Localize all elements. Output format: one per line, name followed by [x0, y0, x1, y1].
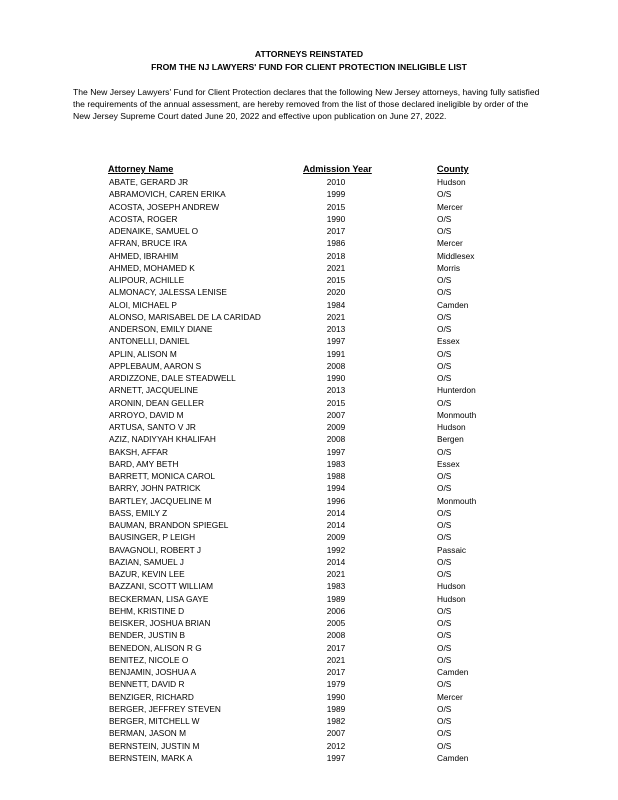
attorney-name-cell: ALONSO, MARISABEL DE LA CARIDAD [109, 311, 261, 322]
county-cell: O/S [437, 716, 452, 726]
admission-year-cell: 1989 [326, 703, 346, 714]
table-row [0, 421, 618, 433]
attorney-list [0, 176, 618, 764]
table-row [0, 470, 618, 482]
county-cell: Mercer [437, 238, 463, 249]
table-row [0, 323, 618, 335]
attorney-name-cell: AFRAN, BRUCE IRA [109, 238, 187, 249]
county-cell: O/S [437, 520, 452, 530]
table-row [0, 703, 618, 715]
admission-year-cell: 2013 [326, 324, 346, 334]
admission-year-cell: 2010 [326, 177, 346, 187]
attorney-name-cell: BERGER, JEFFREY STEVEN [109, 703, 221, 714]
admission-year-cell: 2006 [326, 605, 346, 616]
county-cell: O/S [437, 618, 452, 628]
county-cell: O/S [437, 679, 452, 690]
county-cell: Essex [437, 458, 460, 469]
table-row [0, 580, 618, 592]
attorney-name-cell: AZIZ, NADIYYAH KHALIFAH [109, 434, 216, 445]
admission-year-cell: 1997 [326, 752, 346, 763]
county-cell: O/S [437, 740, 452, 751]
table-row [0, 531, 618, 543]
attorney-name-cell: ALIPOUR, ACHILLE [109, 275, 185, 285]
county-cell: Bergen [437, 434, 464, 445]
attorney-name-cell: ARROYO, DAVID M [109, 409, 184, 420]
admission-year-cell: 1990 [326, 373, 346, 383]
county-cell: O/S [437, 642, 452, 653]
county-cell: O/S [437, 373, 452, 383]
table-row [0, 201, 618, 213]
county-cell: O/S [437, 605, 452, 616]
county-cell: O/S [437, 483, 452, 494]
table-row [0, 666, 618, 678]
county-cell: O/S [437, 532, 452, 543]
table-row [0, 372, 618, 384]
attorney-name-cell: BECKERMAN, LISA GAYE [109, 593, 209, 604]
admission-year-cell: 2020 [326, 287, 346, 298]
table-row [0, 740, 618, 752]
admission-year-cell: 2014 [326, 507, 346, 518]
county-cell: Morris [437, 262, 461, 273]
table-row [0, 593, 618, 605]
table-row [0, 250, 618, 262]
county-cell: Camden [437, 752, 469, 763]
admission-year-cell: 1996 [326, 495, 346, 506]
table-row [0, 176, 618, 188]
admission-year-cell: 2005 [326, 618, 346, 628]
table-row [0, 629, 618, 641]
document-subtitle: FROM THE NJ LAWYERS' FUND FOR CLIENT PROTECTION INELIGIBLE LIST [151, 62, 467, 72]
county-cell: O/S [437, 360, 452, 371]
county-cell: Essex [437, 336, 460, 347]
county-cell: Monmouth [437, 409, 477, 420]
attorney-name-cell: BAKSH, AFFAR [109, 446, 169, 457]
admission-year-cell: 1991 [326, 348, 346, 359]
admission-year-cell: 1997 [326, 446, 346, 457]
county-cell: O/S [437, 556, 452, 567]
attorney-name-cell: ACOSTA, JOSEPH ANDREW [109, 201, 220, 212]
county-cell: O/S [437, 348, 452, 359]
admission-year-cell: 2021 [326, 311, 346, 322]
attorney-name-cell: ARDIZZONE, DALE STEADWELL [109, 373, 236, 383]
column-header-attorney-name: Attorney Name [108, 164, 174, 174]
table-row [0, 348, 618, 360]
table-row [0, 678, 618, 690]
table-row [0, 556, 618, 568]
admission-year-cell: 2009 [326, 422, 346, 432]
table-row [0, 752, 618, 764]
county-cell: Camden [437, 667, 469, 677]
admission-year-cell: 2012 [326, 740, 346, 751]
admission-year-cell: 1999 [326, 189, 346, 200]
table-row [0, 311, 618, 323]
attorney-name-cell: BENITEZ, NICOLE O [109, 654, 189, 665]
intro-paragraph: The New Jersey Lawyers' Fund for Client Protection declares that the following New Jersey attorneys, having fully satisfied the requirements of the annual assessment, are hereby removed from the list of those declared ineligible by order of the New Jersey Supreme Court dated June 20, 2022 and effective upon publication on June 27, 2022. [73, 87, 540, 122]
attorney-name-cell: BEISKER, JOSHUA BRIAN [109, 618, 211, 628]
table-row [0, 286, 618, 298]
county-cell: O/S [437, 287, 452, 298]
admission-year-cell: 2014 [326, 556, 346, 567]
attorney-name-cell: BARTLEY, JACQUELINE M [109, 495, 212, 506]
attorney-name-cell: ACOSTA, ROGER [109, 213, 178, 224]
table-row [0, 617, 618, 629]
county-cell: O/S [437, 446, 452, 457]
attorney-name-cell: BAVAGNOLI, ROBERT J [109, 544, 202, 555]
admission-year-cell: 2015 [326, 275, 346, 285]
attorney-name-cell: BERNSTEIN, MARK A [109, 752, 193, 763]
table-row [0, 654, 618, 666]
county-cell: O/S [437, 213, 452, 224]
admission-year-cell: 1988 [326, 471, 346, 481]
table-row [0, 299, 618, 311]
admission-year-cell: 1986 [326, 238, 346, 249]
admission-year-cell: 1994 [326, 483, 346, 494]
admission-year-cell: 2007 [326, 409, 346, 420]
attorney-name-cell: ALMONACY, JALESSA LENISE [109, 287, 227, 298]
county-cell: Mercer [437, 201, 463, 212]
table-row [0, 360, 618, 372]
attorney-name-cell: BAUSINGER, P LEIGH [109, 532, 196, 543]
column-header-county: County [437, 164, 469, 174]
table-row [0, 274, 618, 286]
admission-year-cell: 1984 [326, 299, 346, 310]
admission-year-cell: 2018 [326, 250, 346, 261]
attorney-name-cell: BENNETT, DAVID R [109, 679, 185, 690]
admission-year-cell: 1979 [326, 679, 346, 690]
attorney-name-cell: AHMED, IBRAHIM [109, 250, 179, 261]
table-row [0, 642, 618, 654]
table-row [0, 397, 618, 409]
table-row [0, 262, 618, 274]
county-cell: O/S [437, 630, 452, 641]
table-row [0, 482, 618, 494]
admission-year-cell: 2013 [326, 385, 346, 396]
county-cell: Passaic [437, 544, 467, 555]
county-cell: O/S [437, 507, 452, 518]
admission-year-cell: 2008 [326, 630, 346, 641]
table-row [0, 715, 618, 727]
county-cell: O/S [437, 397, 452, 408]
county-cell: Mercer [437, 691, 463, 702]
admission-year-cell: 1990 [326, 213, 346, 224]
table-row [0, 495, 618, 507]
county-cell: Camden [437, 299, 469, 310]
attorney-name-cell: BENJAMIN, JOSHUA A [109, 667, 197, 677]
attorney-name-cell: BARRETT, MONICA CAROL [109, 471, 216, 481]
admission-year-cell: 2017 [326, 642, 346, 653]
table-row [0, 519, 618, 531]
table-row [0, 409, 618, 421]
attorney-name-cell: ADENAIKE, SAMUEL O [109, 226, 199, 236]
table-row [0, 727, 618, 739]
document-title: ATTORNEYS REINSTATED [254, 49, 364, 59]
admission-year-cell: 2021 [326, 654, 346, 665]
admission-year-cell: 1989 [326, 593, 346, 604]
county-cell: Middlesex [437, 250, 475, 261]
table-row [0, 237, 618, 249]
table-row [0, 507, 618, 519]
table-row [0, 213, 618, 225]
county-cell: Hudson [437, 422, 466, 432]
attorney-name-cell: BERMAN, JASON M [109, 728, 186, 739]
table-row [0, 433, 618, 445]
attorney-name-cell: ANTONELLI, DANIEL [109, 336, 190, 347]
county-cell: O/S [437, 654, 452, 665]
admission-year-cell: 1983 [326, 581, 346, 592]
admission-year-cell: 2017 [326, 667, 346, 677]
admission-year-cell: 1983 [326, 458, 346, 469]
admission-year-cell: 2007 [326, 728, 346, 739]
attorney-name-cell: BENZIGER, RICHARD [109, 691, 194, 702]
admission-year-cell: 2015 [326, 201, 346, 212]
attorney-name-cell: BENDER, JUSTIN B [109, 630, 186, 641]
county-cell: Hudson [437, 581, 466, 592]
attorney-name-cell: BAZZANI, SCOTT WILLIAM [109, 581, 214, 592]
table-row [0, 188, 618, 200]
attorney-name-cell: APLIN, ALISON M [109, 348, 177, 359]
admission-year-cell: 2009 [326, 532, 346, 543]
admission-year-cell: 1982 [326, 716, 346, 726]
attorney-name-cell: BEHM, KRISTINE D [109, 605, 185, 616]
attorney-name-cell: BAZIAN, SAMUEL J [109, 556, 184, 567]
attorney-name-cell: BARD, AMY BETH [109, 458, 179, 469]
county-cell: Hunterdon [437, 385, 476, 396]
admission-year-cell: 1990 [326, 691, 346, 702]
county-cell: O/S [437, 569, 452, 579]
county-cell: Hudson [437, 177, 466, 187]
county-cell: O/S [437, 226, 452, 236]
attorney-name-cell: BASS, EMILY Z [109, 507, 168, 518]
admission-year-cell: 1997 [326, 336, 346, 347]
admission-year-cell: 2008 [326, 360, 346, 371]
attorney-name-cell: BARRY, JOHN PATRICK [109, 483, 201, 494]
attorney-name-cell: BERGER, MITCHELL W [109, 716, 200, 726]
attorney-name-cell: BENEDON, ALISON R G [109, 642, 202, 653]
table-row [0, 225, 618, 237]
admission-year-cell: 1992 [326, 544, 346, 555]
attorney-name-cell: BAUMAN, BRANDON SPIEGEL [109, 520, 229, 530]
table-row [0, 568, 618, 580]
county-cell: O/S [437, 703, 452, 714]
attorney-name-cell: ABATE, GERARD JR [109, 177, 189, 187]
county-cell: O/S [437, 324, 452, 334]
attorney-name-cell: ABRAMOVICH, CAREN ERIKA [109, 189, 226, 200]
attorney-name-cell: ARNETT, JACQUELINE [109, 385, 198, 396]
attorney-name-cell: ALOI, MICHAEL P [109, 299, 177, 310]
county-cell: Monmouth [437, 495, 477, 506]
table-row [0, 605, 618, 617]
admission-year-cell: 2017 [326, 226, 346, 236]
county-cell: O/S [437, 728, 452, 739]
attorney-name-cell: ARTUSA, SANTO V JR [109, 422, 196, 432]
county-cell: O/S [437, 189, 452, 200]
admission-year-cell: 2008 [326, 434, 346, 445]
attorney-name-cell: APPLEBAUM, AARON S [109, 360, 202, 371]
table-row [0, 544, 618, 556]
county-cell: Hudson [437, 593, 466, 604]
attorney-name-cell: BERNSTEIN, JUSTIN M [109, 740, 200, 751]
admission-year-cell: 2015 [326, 397, 346, 408]
column-header-admission-year: Admission Year [303, 164, 372, 174]
admission-year-cell: 2014 [326, 520, 346, 530]
table-row [0, 691, 618, 703]
table-row [0, 335, 618, 347]
admission-year-cell: 2021 [326, 262, 346, 273]
attorney-name-cell: BAZUR, KEVIN LEE [109, 569, 185, 579]
table-row [0, 446, 618, 458]
admission-year-cell: 2021 [326, 569, 346, 579]
attorney-name-cell: ARONIN, DEAN GELLER [109, 397, 204, 408]
county-cell: O/S [437, 311, 452, 322]
table-row [0, 458, 618, 470]
attorney-name-cell: ANDERSON, EMILY DIANE [109, 324, 213, 334]
county-cell: O/S [437, 275, 452, 285]
attorney-name-cell: AHMED, MOHAMED K [109, 262, 195, 273]
county-cell: O/S [437, 471, 452, 481]
table-row [0, 384, 618, 396]
